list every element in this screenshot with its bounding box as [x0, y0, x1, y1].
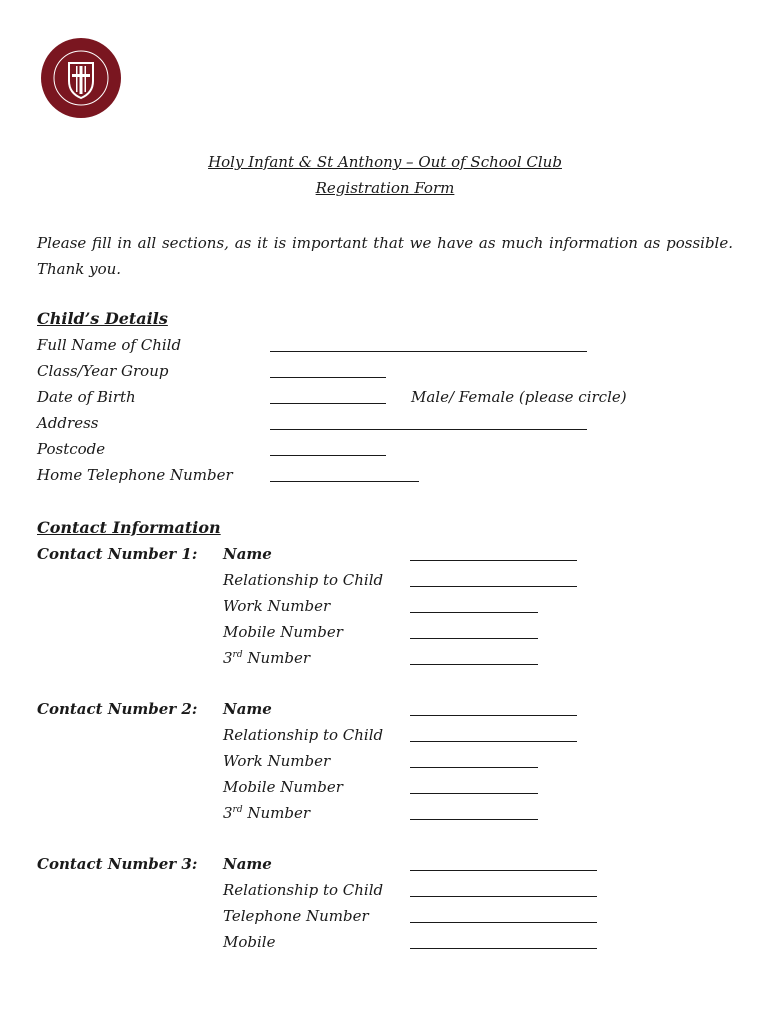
childs-details-heading: Child’s Details — [37, 309, 168, 328]
form-title: Holy Infant & St Anthony – Out of School Club — [208, 153, 562, 171]
c2-name-label: Name — [223, 700, 272, 718]
dob-field[interactable] — [270, 403, 386, 404]
home-tel-row — [0, 466, 770, 492]
c2-work-label: Work Number — [223, 752, 331, 770]
c1-name-row — [0, 545, 770, 571]
c2-mobile-label: Mobile Number — [223, 778, 343, 796]
c1-third-sup: rd — [232, 650, 243, 660]
c1-mobile-label: Mobile Number — [223, 623, 343, 641]
c2-work-row — [0, 752, 770, 778]
c2-mobile-field[interactable] — [410, 793, 538, 794]
c1-third-rest: Number — [242, 649, 311, 667]
c1-relationship-row — [0, 571, 770, 597]
c3-mobile-label: Mobile — [223, 933, 276, 951]
c1-third-field[interactable] — [410, 664, 538, 665]
c3-mobile-field[interactable] — [410, 948, 597, 949]
c1-third-row — [0, 649, 770, 675]
c3-relationship-row — [0, 881, 770, 907]
c2-relationship-field[interactable] — [410, 741, 577, 742]
c3-name-field[interactable] — [410, 870, 597, 871]
c1-relationship-field[interactable] — [410, 586, 577, 587]
full-name-label: Full Name of Child — [37, 336, 182, 354]
full-name-row — [0, 336, 770, 362]
c1-third-label — [223, 649, 310, 667]
gender-suffix: ) — [620, 388, 627, 406]
full-name-field[interactable] — [270, 351, 587, 352]
c1-relationship-label: Relationship to Child — [223, 571, 384, 589]
school-logo — [40, 37, 122, 119]
c2-name-row — [0, 700, 770, 726]
c3-label: Contact Number 3: — [37, 855, 198, 873]
intro-text: Please fill in all sections, as it is important that we have as much information as possible. Thank you. — [37, 234, 733, 278]
address-label: Address — [37, 414, 99, 432]
c1-third-num: 3 — [223, 649, 233, 667]
c3-name-label: Name — [223, 855, 272, 873]
c2-relationship-row — [0, 726, 770, 752]
c2-third-label — [223, 804, 310, 822]
c2-work-field[interactable] — [410, 767, 538, 768]
home-tel-field[interactable] — [270, 481, 419, 482]
c3-relationship-field[interactable] — [410, 896, 597, 897]
c1-mobile-field[interactable] — [410, 638, 538, 639]
c3-telephone-label: Telephone Number — [223, 907, 369, 925]
dob-label: Date of Birth — [37, 388, 136, 406]
c2-name-field[interactable] — [410, 715, 577, 716]
address-row — [0, 414, 770, 440]
c1-work-label: Work Number — [223, 597, 331, 615]
c3-telephone-row — [0, 907, 770, 933]
c2-mobile-row — [0, 778, 770, 804]
class-group-label: Class/Year Group — [37, 362, 169, 380]
gender-label — [411, 388, 627, 406]
postcode-row — [0, 440, 770, 466]
c1-work-row — [0, 597, 770, 623]
c3-name-row — [0, 855, 770, 881]
c3-relationship-label: Relationship to Child — [223, 881, 384, 899]
postcode-field[interactable] — [270, 455, 386, 456]
gender-options: Male/ Female ( — [411, 388, 525, 406]
class-group-row — [0, 362, 770, 388]
c2-third-field[interactable] — [410, 819, 538, 820]
home-tel-label: Home Telephone Number — [37, 466, 233, 484]
c2-label: Contact Number 2: — [37, 700, 198, 718]
c3-telephone-field[interactable] — [410, 922, 597, 923]
c2-third-row — [0, 804, 770, 830]
postcode-label: Postcode — [37, 440, 106, 458]
contact-info-heading: Contact Information — [37, 518, 221, 537]
c2-third-sup: rd — [232, 805, 243, 815]
class-group-field[interactable] — [270, 377, 386, 378]
c3-mobile-row — [0, 933, 770, 959]
c1-name-label: Name — [223, 545, 272, 563]
c1-work-field[interactable] — [410, 612, 538, 613]
dob-row — [0, 388, 770, 414]
c2-third-num: 3 — [223, 804, 233, 822]
c1-label: Contact Number 1: — [37, 545, 198, 563]
c2-third-rest: Number — [242, 804, 311, 822]
c2-relationship-label: Relationship to Child — [223, 726, 384, 744]
c1-name-field[interactable] — [410, 560, 577, 561]
form-subtitle: Registration Form — [315, 179, 455, 197]
gender-note: please circle — [524, 388, 621, 406]
address-field[interactable] — [270, 429, 587, 430]
c1-mobile-row — [0, 623, 770, 649]
